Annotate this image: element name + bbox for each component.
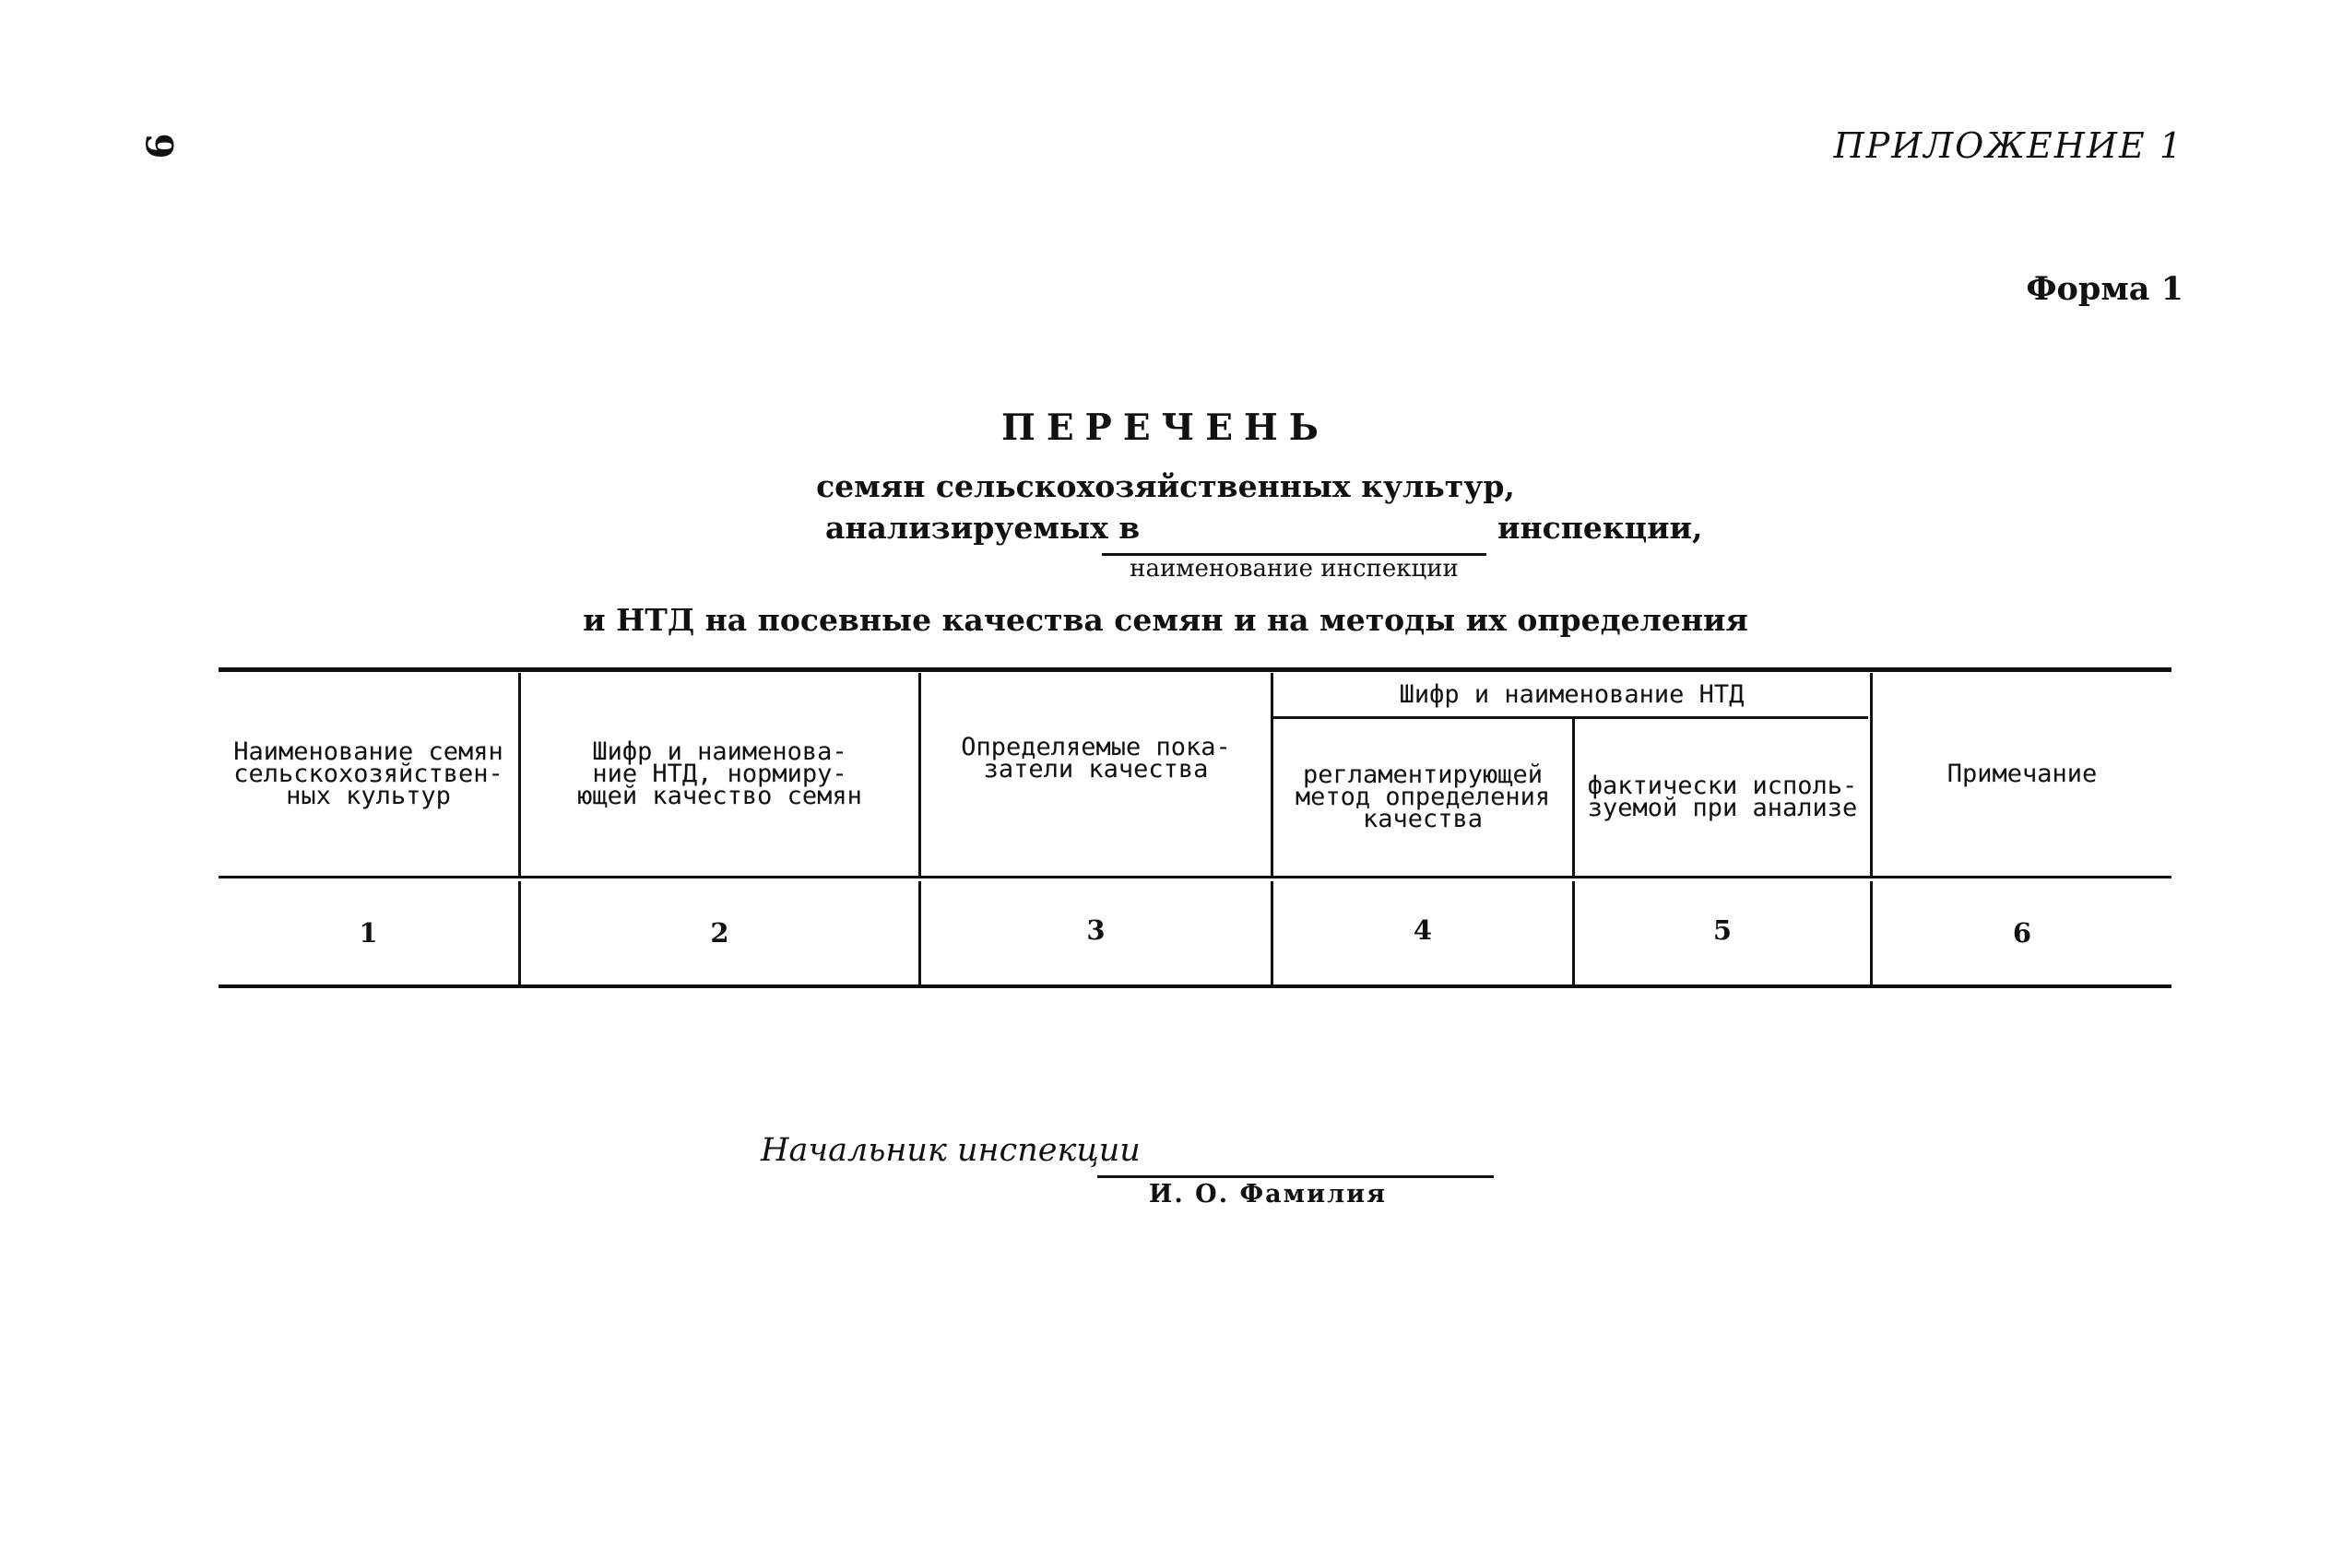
column-number: 3 — [1086, 914, 1106, 946]
subtitle-line-2-left: анализируемых в — [825, 510, 1141, 546]
form-label: Форма 1 — [2026, 270, 2183, 308]
signature-caption: И. О. Фамилия — [1148, 1180, 1388, 1208]
table-bottom-rule — [219, 984, 2171, 988]
page-number: 9 — [136, 133, 181, 159]
column-header: Наименование семян сельскохозяйствен- ных культур — [233, 737, 503, 810]
column-number: 1 — [359, 917, 378, 949]
column-number: 6 — [2012, 917, 2032, 949]
column-number: 5 — [1712, 914, 1733, 946]
column-number: 4 — [1413, 914, 1433, 946]
column-number: 2 — [710, 917, 729, 949]
column-header: Определяемые пока- затели качества — [961, 732, 1231, 784]
inspection-name-caption: наименование инспекции — [1130, 555, 1459, 583]
column-header: Шифр и наименова- ние НТД, нормиру- ющей качество семян — [577, 737, 862, 810]
column-header: фактически исполь- зуемой при анализе — [1587, 772, 1858, 822]
document-title: ПЕРЕЧЕНЬ — [1001, 407, 1330, 449]
subtitle-line-3: и НТД на посевные качества семян и на методы их определения — [583, 602, 1748, 638]
column-header: Примечание — [1946, 760, 2098, 788]
signature-label: Начальник инспекции — [761, 1132, 1141, 1169]
header-bottom-rule — [219, 876, 2171, 878]
column-header: регламентирующей метод определения качества — [1295, 760, 1551, 833]
group-header: Шифр и наименование НТД — [1399, 679, 1745, 709]
appendix-label: ПРИЛОЖЕНИЕ 1 — [1833, 125, 2183, 166]
subtitle-line-2-right: инспекции, — [1497, 510, 1703, 546]
subtitle-line-1: семян сельскохозяйственных культур, — [816, 468, 1515, 504]
table-top-rule — [219, 667, 2171, 672]
signature-blank[interactable] — [1097, 1175, 1494, 1178]
